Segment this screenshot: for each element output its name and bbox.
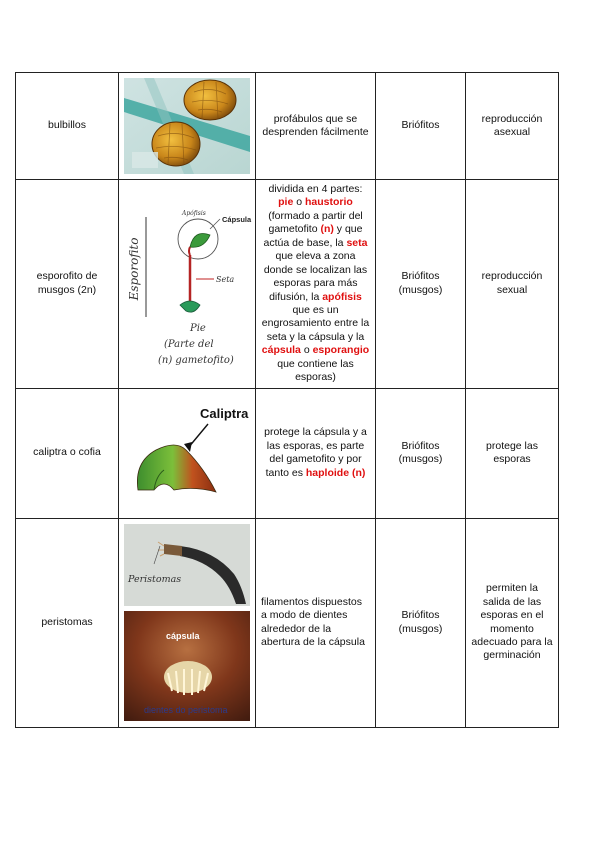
function-cell: permiten la salida de las esporas en el momento adecuado para la germinación: [466, 518, 559, 727]
label-apofisis: Apófisis: [182, 209, 206, 217]
term-cell: peristomas: [16, 518, 119, 727]
emphasis-apofisis: apófisis: [322, 290, 362, 303]
term-cell: caliptra o cofia: [16, 388, 119, 518]
table-row: [16, 180, 559, 389]
emphasis-capsula: cápsula: [261, 344, 301, 357]
label-caliptra: Caliptra: [200, 406, 249, 422]
term-cell: bulbillos: [16, 73, 119, 180]
caliptra-image: [119, 388, 256, 518]
label-capsula-photo: cápsula: [166, 631, 200, 642]
description-cell: protege la cápsula y a las esporas, es parte del gametofito y por tanto es haploide (n): [256, 388, 376, 518]
label-esporofito: Esporofito: [127, 237, 141, 301]
group-cell: Briófitos (musgos): [376, 518, 466, 727]
caption-dientes: dientes do peristoma: [144, 705, 228, 716]
description-cell: filamentos dispuestos a modo de dientes alrededor de la abertura de la cápsula: [256, 518, 376, 727]
emphasis-seta: seta: [346, 236, 368, 249]
label-peristomas-handwritten: Peristomas: [128, 574, 182, 586]
function-cell: reproducción asexual: [466, 73, 559, 180]
emphasis-haustorio: haustorio: [305, 196, 353, 209]
description-cell: profábulos que se desprenden fácilmente: [256, 73, 376, 180]
peristomas-images: [119, 518, 256, 727]
esporofito-diagram: [119, 180, 256, 389]
group-cell: Briófitos: [376, 73, 466, 180]
handwritten-note-2: (n) gametofito): [158, 354, 234, 366]
bulbillos-image: [119, 73, 256, 180]
emphasis-haploide: haploide (n): [305, 466, 366, 479]
group-cell: Briófitos (musgos): [376, 180, 466, 389]
group-cell: Briófitos (musgos): [376, 388, 466, 518]
peristome-photo-1: [124, 524, 250, 606]
emphasis-n: (n): [320, 223, 334, 236]
label-pie: Pie: [190, 322, 206, 334]
table-row: [16, 388, 559, 518]
peristome-photo-2: [124, 611, 250, 721]
emphasis-pie: pie: [278, 196, 294, 209]
emphasis-esporangio: esporangio: [312, 344, 370, 357]
table-row: [16, 518, 559, 727]
calyptra-drawing: [124, 398, 252, 508]
table-row: [16, 73, 559, 180]
term-cell: esporofito de musgos (2n): [16, 180, 119, 389]
handwritten-note-1: (Parte del: [164, 338, 214, 350]
label-seta: Seta: [216, 274, 235, 284]
bulbillos-photo: [124, 78, 250, 174]
sporophyte-drawing: [124, 189, 252, 379]
label-capsula: Cápsula: [222, 214, 252, 224]
description-cell: dividida en 4 partes: pie o haustorio (formado a partir del gametofito (n) y que actúa de base, la seta que eleva a zona donde se localizan las esporas para más difusión, la apófisis que es un engrosamiento entre la seta y la cápsula y la cápsula o esporangio que contiene las esporas): [256, 180, 376, 389]
bryophyte-table: [15, 72, 559, 728]
function-cell: reproducción sexual: [466, 180, 559, 389]
function-cell: protege las esporas: [466, 388, 559, 518]
